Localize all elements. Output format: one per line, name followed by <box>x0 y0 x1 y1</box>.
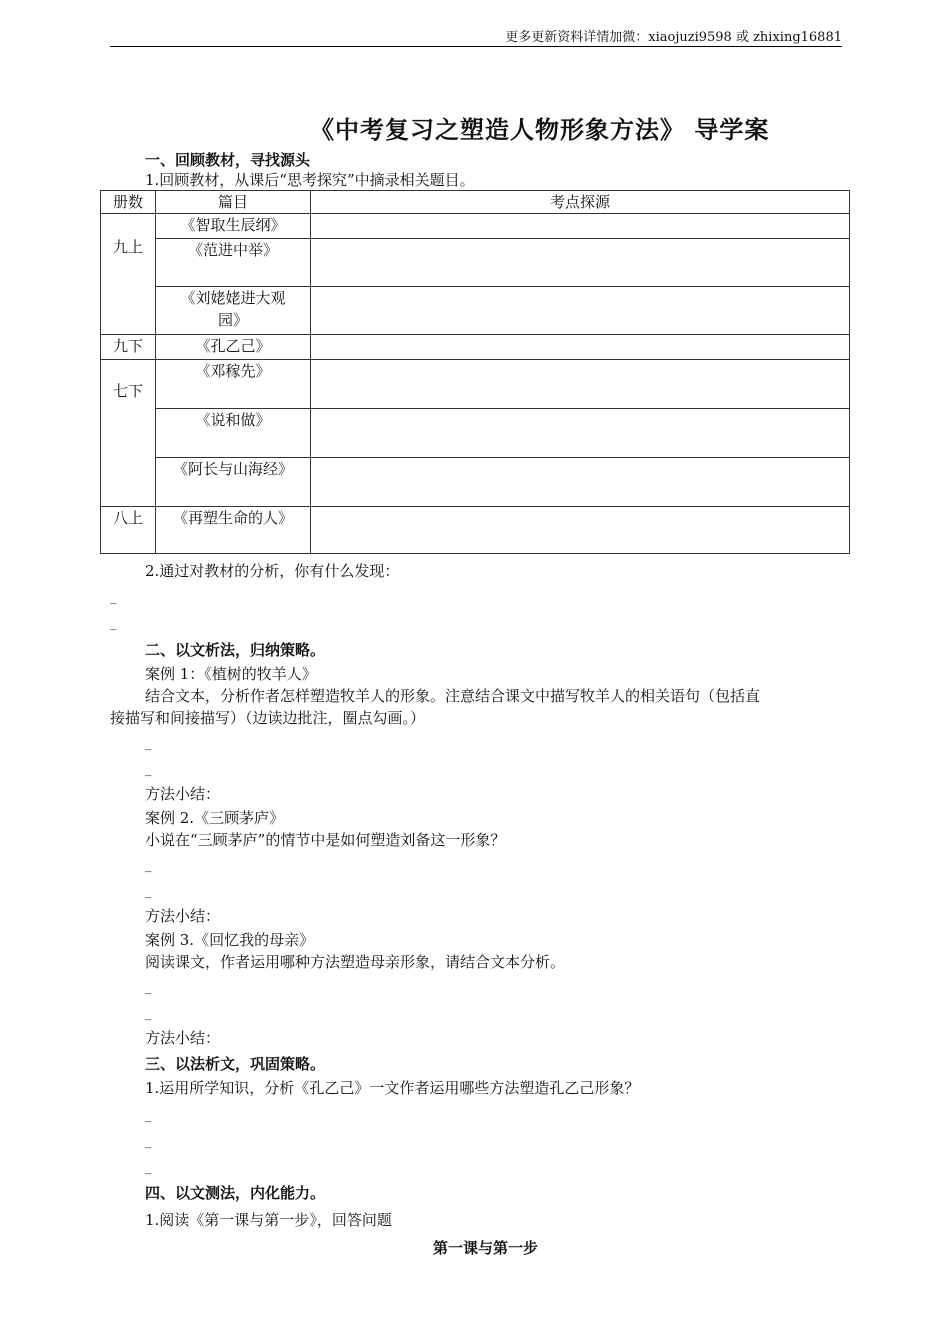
case2-title: 案例 2.《三顾茅庐》 <box>145 809 285 827</box>
answer-cell[interactable] <box>311 409 850 458</box>
section1-heading: 一、回顾教材，寻找源头 <box>145 151 311 169</box>
title-cell: 《再塑生命的人》 <box>156 507 311 554</box>
answer-blank[interactable]: _ <box>110 616 117 631</box>
title-cell: 《阿长与山海经》 <box>156 458 311 507</box>
section4-heading: 四、以文测法，内化能力。 <box>145 1184 326 1202</box>
answer-blank[interactable]: _ <box>145 884 152 899</box>
table-row <box>101 507 850 554</box>
case3-prompt: 阅读课文，作者运用哪种方法塑造母亲形象，请结合文本分析。 <box>145 953 566 971</box>
section1-question-1: 1.回顾教材，从课后“思考探究”中摘录相关题目。 <box>145 171 475 189</box>
volume-cell: 九上 <box>101 214 156 335</box>
answer-blank[interactable]: _ <box>145 1108 152 1123</box>
title-cell: 《孔乙己》 <box>156 335 311 360</box>
table-row <box>101 409 850 458</box>
case1-title: 案例 1：《植树的牧羊人》 <box>145 665 317 683</box>
volume-cell: 九下 <box>101 335 156 360</box>
case3-title: 案例 3.《回忆我的母亲》 <box>145 931 315 949</box>
method-summary-label: 方法小结： <box>145 1029 221 1047</box>
answer-cell[interactable] <box>311 214 850 239</box>
answer-blank[interactable]: _ <box>110 590 117 605</box>
table-row <box>101 214 850 239</box>
answer-cell[interactable] <box>311 507 850 554</box>
case1-prompt-line1: 结合文本，分析作者怎样塑造牧羊人的形象。注意结合课文中描写牧羊人的相关语句（包括直 <box>145 687 761 705</box>
answer-blank[interactable]: _ <box>145 980 152 995</box>
title-cell: 《范进中举》 <box>156 239 311 287</box>
section2-heading: 二、以文析法，归纳策略。 <box>145 641 326 659</box>
source-table <box>100 190 850 554</box>
volume-cell: 七下 <box>101 360 156 507</box>
title-cell: 《说和做》 <box>156 409 311 458</box>
table-row <box>101 335 850 360</box>
section3-heading: 三、以法析文，巩固策略。 <box>145 1055 326 1073</box>
method-summary-label: 方法小结： <box>145 785 221 803</box>
answer-blank[interactable]: _ <box>145 1160 152 1175</box>
answer-blank[interactable]: _ <box>145 858 152 873</box>
case2-prompt: 小说在“三顾茅庐”的情节中是如何塑造刘备这一形象？ <box>145 831 506 849</box>
header-title: 篇目 <box>156 191 311 214</box>
answer-cell[interactable] <box>311 458 850 507</box>
document-title: 《中考复习之塑造人物形象方法》 导学案 <box>310 116 770 144</box>
answer-blank[interactable]: _ <box>145 736 152 751</box>
section1-question-2: 2.通过对教材的分析，你有什么发现： <box>145 562 400 580</box>
volume-cell: 八上 <box>101 507 156 554</box>
answer-cell[interactable] <box>311 287 850 335</box>
header-source: 考点探源 <box>311 191 850 214</box>
title-cell: 《邓稼先》 <box>156 360 311 409</box>
method-summary-label: 方法小结： <box>145 907 221 925</box>
answer-blank[interactable]: _ <box>145 1134 152 1149</box>
answer-cell[interactable] <box>311 239 850 287</box>
table-row <box>101 239 850 287</box>
table-row <box>101 360 850 409</box>
title-cell: 《智取生辰纲》 <box>156 214 311 239</box>
title-cell: 《刘姥姥进大观园》 <box>156 287 311 335</box>
passage-title: 第一课与第一步 <box>433 1239 539 1257</box>
table-row <box>101 458 850 507</box>
answer-cell[interactable] <box>311 335 850 360</box>
page-header <box>110 26 842 47</box>
case1-prompt-line2: 接描写和间接描写）（边读边批注，圈点勾画。） <box>110 709 426 727</box>
answer-cell[interactable] <box>311 360 850 409</box>
answer-blank[interactable]: _ <box>145 1006 152 1021</box>
header-note: 更多更新资料详情加微：xiaojuzi9598 或 zhixing16881 <box>505 30 842 45</box>
answer-blank[interactable]: _ <box>145 762 152 777</box>
table-header-row <box>101 191 850 214</box>
section3-question-1: 1.运用所学知识，分析《孔乙己》一文作者运用哪些方法塑造孔乙己形象？ <box>145 1079 640 1097</box>
section4-question-1: 1.阅读《第一课与第一步》，回答问题 <box>145 1211 392 1229</box>
table-row <box>101 287 850 335</box>
header-volume: 册数 <box>101 191 156 214</box>
